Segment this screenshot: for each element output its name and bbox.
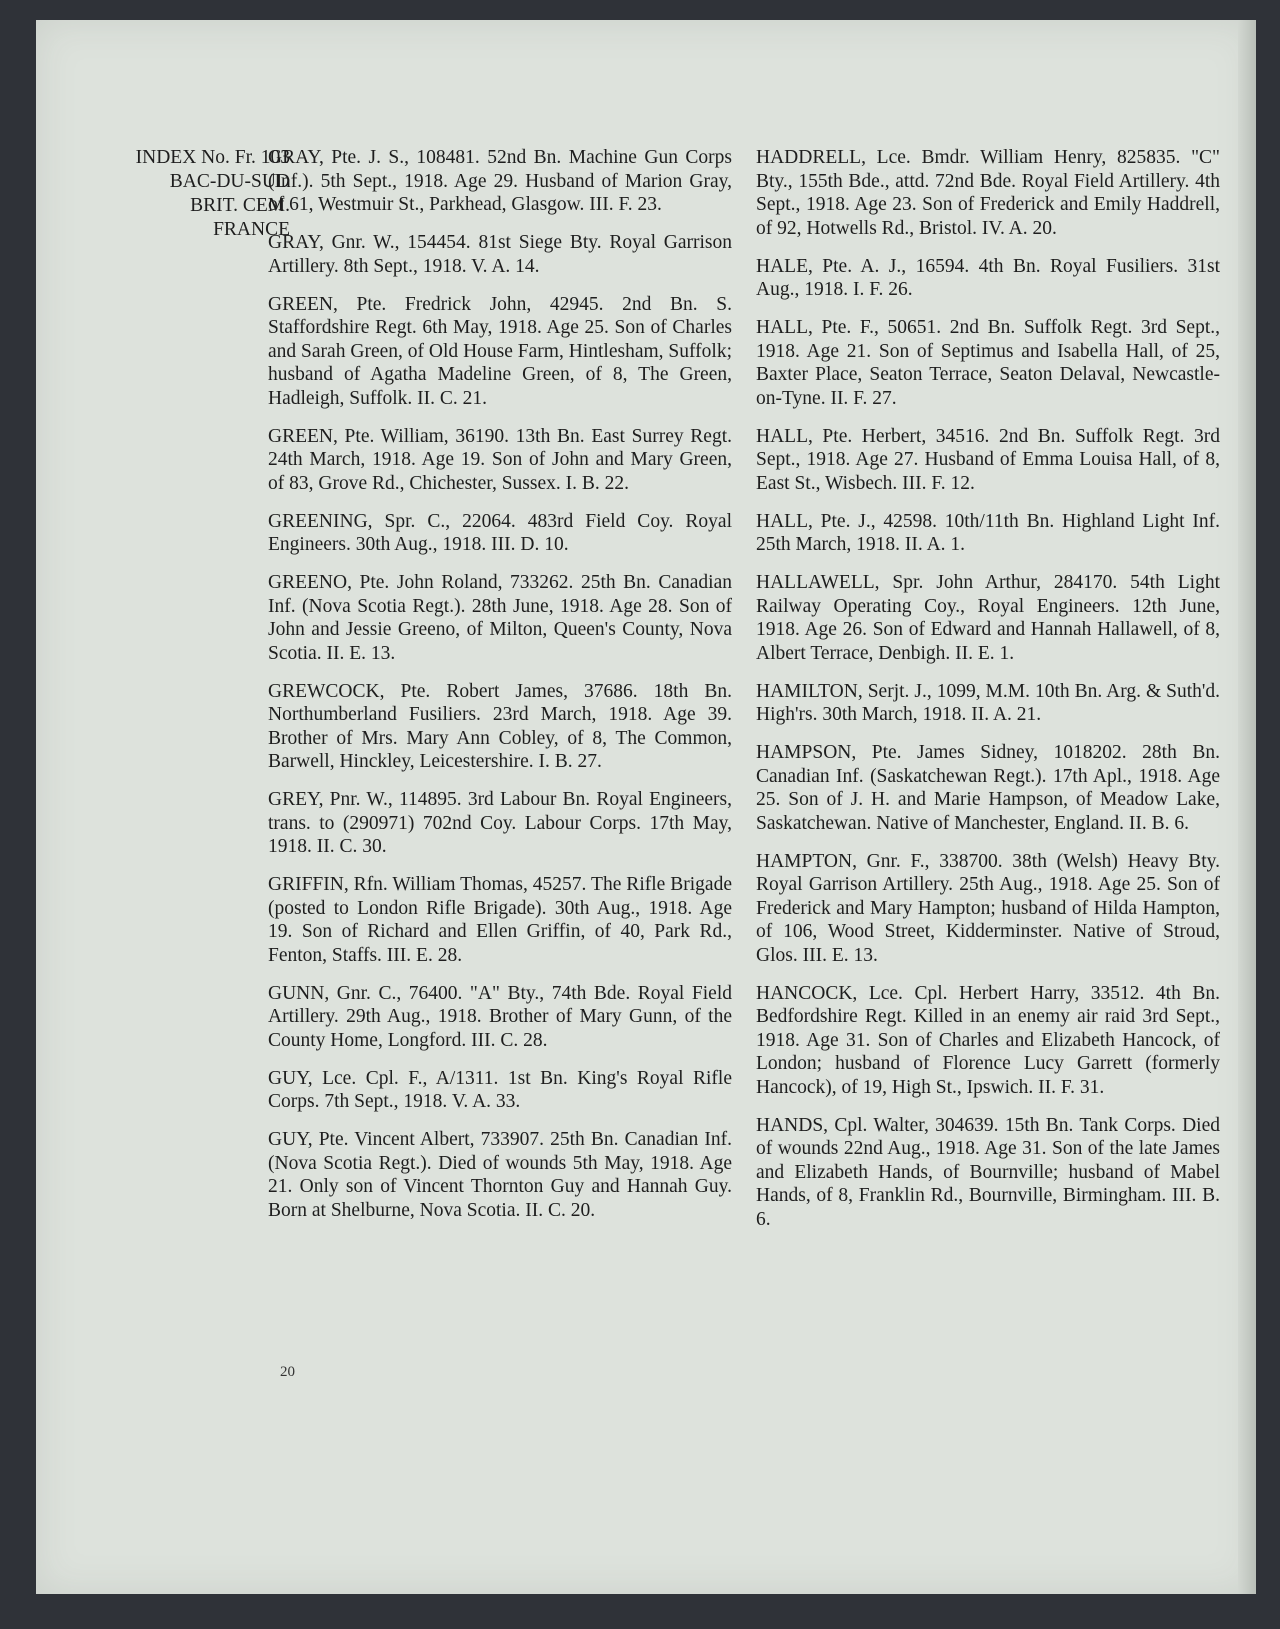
casualty-entry: GRAY, Gnr. W., 154454. 81st Siege Bty. Royal Garrison Artillery. 8th Sept., 1918. V. A. 14.: [268, 232, 732, 277]
index-number: INDEX No. Fr. 103: [135, 147, 290, 168]
casualty-entry: HAMILTON, Serjt. J., 1099, M.M. 10th Bn. Arg. & Suth'd. High'rs. 30th March, 1918. II. A. 21.: [756, 680, 1220, 725]
casualty-entry: HAMPSON, Pte. James Sidney, 1018202. 28th Bn. Canadian Inf. (Saskatchewan Regt.). 17th Apl., 1918. Age 25. Son of J. H. and Marie Hampson, of Meadow Lake, Saskatchewan. Native of Manchester, England. II. B. 6.: [756, 742, 1220, 834]
casualty-entry: GREWCOCK, Pte. Robert James, 37686. 18th Bn. Northumberland Fusiliers. 23rd March, 1918. Age 39. Brother of Mrs. Mary Ann Cobley, of 8, The Common, Barwell, Hinckley, Leicestershire. I. B. 27.: [268, 680, 732, 772]
casualty-entry: HADDRELL, Lce. Bmdr. William Henry, 825835. "C" Bty., 155th Bde., attd. 72nd Bde. Royal Field Artillery. 4th Sept., 1918. Age 23. Son of Frederick and Emily Haddrell, of 92, Hotwells Rd., Bristol. IV. A. 20.: [756, 147, 1220, 239]
cemetery-country: FRANCE: [213, 219, 290, 240]
casualty-entry: GREEN, Pte. William, 36190. 13th Bn. East Surrey Regt. 24th March, 1918. Age 19. Son of John and Mary Green, of 83, Grove Rd., Chichester, Sussex. I. B. 22.: [268, 425, 732, 494]
casualty-entry: GREEN, Pte. Fredrick John, 42945. 2nd Bn. S. Staffordshire Regt. 6th May, 1918. Age 25. Son of Charles and Sarah Green, of Old House Farm, Hintlesham, Suffolk; husband of Agatha Madeline Green, of 8, The Green, Hadleigh, Suffolk. II. C. 21.: [268, 293, 732, 409]
casualty-entry: GRAY, Pte. J. S., 108481. 52nd Bn. Machine Gun Corps (Inf.). 5th Sept., 1918. Age 29. Husband of Marion Gray, of 61, Westmuir St., Parkhead, Glasgow. III. F. 23.: [268, 147, 732, 215]
cemetery-name: BAC-DU-SUD: [169, 171, 290, 192]
casualty-entry: HALLAWELL, Spr. John Arthur, 284170. 54th Light Railway Operating Coy., Royal Engineers. 12th June, 1918. Age 26. Son of Edward and Hannah Hallawell, of 8, Albert Terrace, Denbigh. II. E. 1.: [756, 572, 1220, 664]
casualty-entry: HALL, Pte. J., 42598. 10th/11th Bn. Highland Light Inf. 25th March, 1918. II. A. 1.: [756, 510, 1220, 555]
casualty-entry: HAMPTON, Gnr. F., 338700. 38th (Welsh) Heavy Bty. Royal Garrison Artillery. 25th Aug., 1918. Age 25. Son of Frederick and Mary Hampton; husband of Hilda Hampton, of 106, Wood Street, Kidderminster. Native of Stroud, Glos. III. E. 13.: [756, 850, 1220, 966]
casualty-entry: HALL, Pte. F., 50651. 2nd Bn. Suffolk Regt. 3rd Sept., 1918. Age 21. Son of Septimus and Isabella Hall, of 25, Baxter Place, Seaton Terrace, Seaton Delaval, Newcastle-on-Tyne. II. F. 27.: [756, 317, 1220, 409]
casualty-entry: GREENING, Spr. C., 22064. 483rd Field Coy. Royal Engineers. 30th Aug., 1918. III. D. 10.: [268, 510, 732, 555]
page-edge: [1238, 20, 1256, 1594]
page-number: 20: [280, 1364, 295, 1380]
cemetery-type: BRIT. CEM.: [190, 195, 290, 216]
casualty-entry: GUNN, Gnr. C., 76400. "A" Bty., 74th Bde. Royal Field Artillery. 29th Aug., 1918. Brother of Mary Gunn, of the County Home, Longford. III. C. 28.: [268, 982, 732, 1051]
casualty-entry: GUY, Lce. Cpl. F., A/1311. 1st Bn. King's Royal Rifle Corps. 7th Sept., 1918. V. A. 33.: [268, 1067, 732, 1112]
register-page: [36, 20, 1256, 1594]
casualty-entry: GRIFFIN, Rfn. William Thomas, 45257. The Rifle Brigade (posted to London Rifle Brigade). 30th Aug., 1918. Age 19. Son of Richard and Ellen Griffin, of 40, Park Rd., Fenton, Staffs. III. E. 28.: [268, 874, 732, 966]
casualty-entry: GUY, Pte. Vincent Albert, 733907. 25th Bn. Canadian Inf. (Nova Scotia Regt.). Died of wounds 5th May, 1918. Age 21. Only son of Vincent Thornton Guy and Hannah Guy. Born at Shelburne, Nova Scotia. II. C. 20.: [268, 1129, 732, 1221]
casualty-entry: HANDS, Cpl. Walter, 304639. 15th Bn. Tank Corps. Died of wounds 22nd Aug., 1918. Age 31. Son of the late James and Elizabeth Hands, of Bournville; husband of Mabel Hands, of 8, Franklin Rd., Bournville, Birmingham. III. B. 6.: [756, 1114, 1220, 1230]
casualty-entry: HALE, Pte. A. J., 16594. 4th Bn. Royal Fusiliers. 31st Aug., 1918. I. F. 26.: [756, 255, 1220, 300]
right-column: [756, 146, 1220, 1246]
casualty-entry: HALL, Pte. Herbert, 34516. 2nd Bn. Suffolk Regt. 3rd Sept., 1918. Age 27. Husband of Emma Louisa Hall, of 8, East St., Wisbech. III. F. 12.: [756, 425, 1220, 494]
left-column: [268, 146, 732, 1237]
casualty-entry: GREENO, Pte. John Roland, 733262. 25th Bn. Canadian Inf. (Nova Scotia Regt.). 28th June, 1918. Age 28. Son of John and Jessie Greeno, of Milton, Queen's County, Nova Scotia. II. E. 13.: [268, 572, 732, 664]
casualty-entry: HANCOCK, Lce. Cpl. Herbert Harry, 33512. 4th Bn. Bedfordshire Regt. Killed in an enemy air raid 3rd Sept., 1918. Age 31. Son of Charles and Elizabeth Hancock, of London; husband of Florence Lucy Garrett (formerly Hancock), of 19, High St., Ipswich. II. F. 31.: [756, 982, 1220, 1098]
cemetery-reference: [60, 146, 290, 242]
casualty-entry: GREY, Pnr. W., 114895. 3rd Labour Bn. Royal Engineers, trans. to (290971) 702nd Coy. Labour Corps. 17th May, 1918. II. C. 30.: [268, 789, 732, 857]
